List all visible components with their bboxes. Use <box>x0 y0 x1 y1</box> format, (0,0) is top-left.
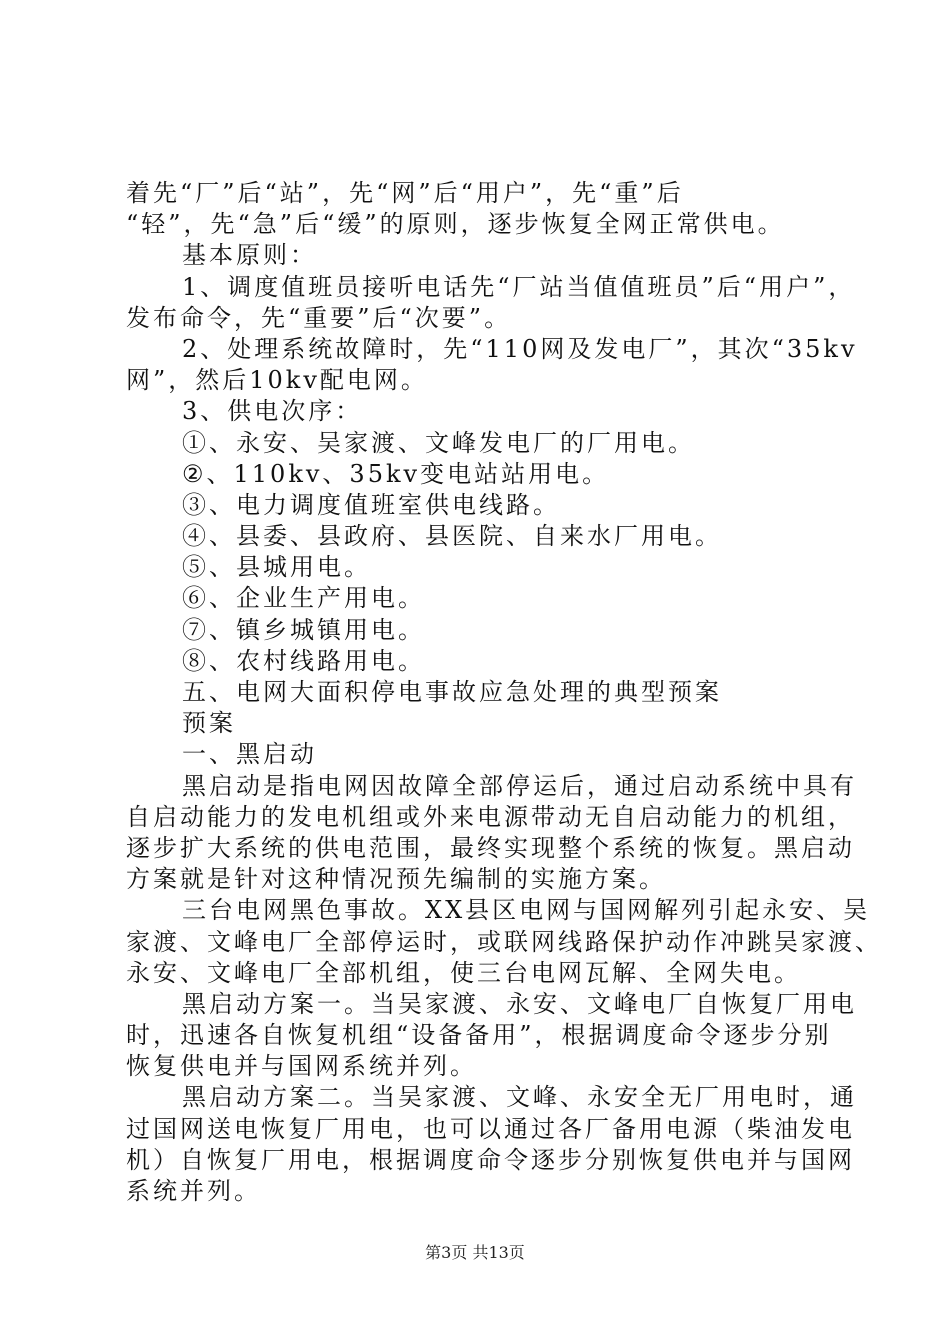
text-line: 家渡、文峰电厂全部停运时，或联网线路保护动作冲跳吴家渡、 <box>126 927 882 956</box>
text-line: 过国网送电恢复厂用电，也可以通过各厂备用电源（柴油发电 <box>126 1114 855 1143</box>
text-line: 恢复供电并与国网系统并列。 <box>126 1052 477 1081</box>
list-item: ①、永安、吴家渡、文峰发电厂的厂用电。 <box>182 428 695 457</box>
list-item: ②、110kv、35kv变电站站用电。 <box>182 459 610 488</box>
text-line: 时，迅速各自恢复机组“设备备用”，根据调度命令逐步分别 <box>126 1021 832 1050</box>
text-line: 着先“厂”后“站”，先“网”后“用户”，先“重”后 <box>126 179 684 207</box>
page-number-footer: 第3页 共13页 <box>425 1243 525 1262</box>
text-line: 永安、文峰电厂全部机组，使三台电网瓦解、全网失电。 <box>126 958 801 987</box>
list-item: ③、电力调度值班室供电线路。 <box>182 490 560 519</box>
text-line: 黑启动是指电网因故障全部停运后，通过启动系统中具有 <box>182 771 857 800</box>
section-heading: 预案 <box>182 709 236 738</box>
list-item: ⑧、农村线路用电。 <box>182 646 425 675</box>
text-line: 黑启动方案一。当吴家渡、永安、文峰电厂自恢复厂用电 <box>182 989 857 1018</box>
section-heading: 五、电网大面积停电事故应急处理的典型预案 <box>182 678 722 706</box>
text-line: 自启动能力的发电机组或外来电源带动无自启动能力的机组， <box>126 802 855 831</box>
list-item: ⑥、企业生产用电。 <box>182 584 425 613</box>
text-line: 发布命令，先“重要”后“次要”。 <box>126 303 512 332</box>
text-line: 网”，然后10kv配电网。 <box>126 366 428 395</box>
list-item: ④、县委、县政府、县医院、自来水厂用电。 <box>182 522 722 551</box>
text-line: 2、处理系统故障时，先“110网及发电厂”，其次“35kv <box>182 334 858 363</box>
section-heading: 基本原则： <box>182 241 317 270</box>
text-line: 3、供电次序： <box>182 397 363 426</box>
text-line: “轻”，先“急”后“缓”的原则，逐步恢复全网正常供电。 <box>126 210 785 239</box>
text-line: 1、调度值班员接听电话先“厂站当值值班员”后“用户”， <box>182 272 856 301</box>
text-line: 机）自恢复厂用电，根据调度命令逐步分别恢复供电并与国网 <box>126 1145 855 1174</box>
document-body <box>126 178 882 1207</box>
text-line: 黑启动方案二。当吴家渡、文峰、永安全无厂用电时，通 <box>182 1083 857 1112</box>
text-line: 方案就是针对这种情况预先编制的实施方案。 <box>126 865 666 894</box>
list-item: ⑦、镇乡城镇用电。 <box>182 615 425 644</box>
text-line: 三台电网黑色事故。XX县区电网与国网解列引起永安、吴 <box>182 896 871 925</box>
list-item: ⑤、县城用电。 <box>182 553 371 582</box>
text-line: 系统并列。 <box>126 1177 261 1205</box>
section-heading: 一、黑启动 <box>182 740 317 769</box>
text-line: 逐步扩大系统的供电范围，最终实现整个系统的恢复。黑启动 <box>126 833 855 862</box>
